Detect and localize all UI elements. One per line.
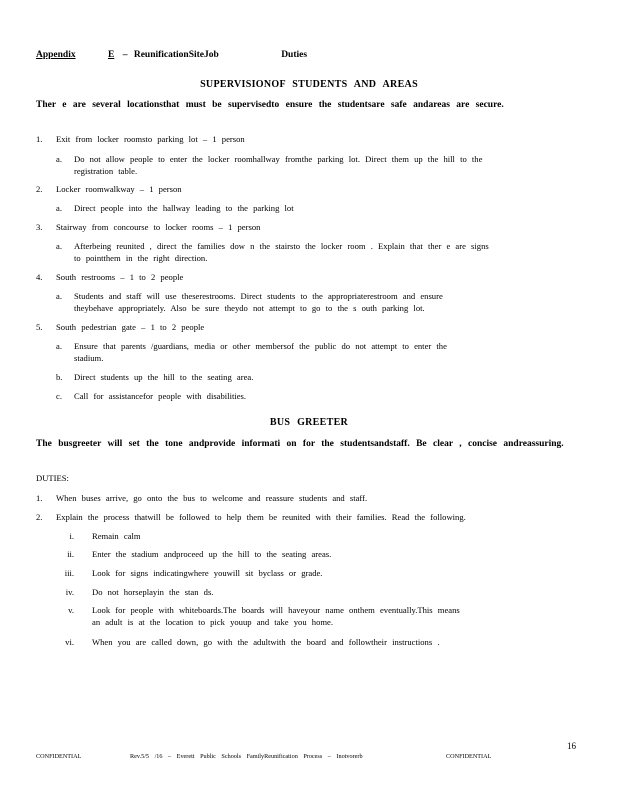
footer-center: Rev.5/5 /16 – Everett Public Schools FamilyReunification Process – Inotvorerb — [130, 753, 363, 760]
item-text: Exit from locker roomsto parking lot – 1 person — [56, 134, 245, 144]
item-number: 2. — [36, 512, 43, 522]
bus-greeter-intro: The busgreeter will set the tone andprovide informati on for the studentsandstaff. Be clear , concise andreassuring. — [36, 439, 564, 449]
subitem-letter: a. — [56, 154, 62, 164]
item-text: Stairway from concourse to locker rooms – 1 person — [56, 222, 261, 232]
subitem-text: Ensure that parents /guardians, media or other membersof the public do not attempt to enter the — [74, 341, 447, 351]
footer-left: CONFIDENTIAL — [36, 753, 82, 760]
subitem-letter: a. — [56, 341, 62, 351]
header-duties: Duties — [281, 50, 308, 60]
roman-numeral: v. — [68, 605, 74, 615]
subitem-text-cont: theybehave appropriately. Also be sure theydo not attempt to go to the s outh parking lot. — [74, 303, 425, 313]
subitem-text-cont: stadium. — [74, 353, 104, 363]
item-number: 3. — [36, 222, 43, 232]
item-number: 5. — [36, 322, 43, 332]
subitem-text: Direct people into the hallway leading to the parking lot — [74, 203, 294, 213]
appendix-label: Appendix — [36, 50, 76, 60]
roman-numeral: vi. — [65, 637, 74, 647]
roman-numeral: ii. — [67, 549, 74, 559]
item-text: Explain the process thatwill be followed to help them be reunited with their families. Read the following. — [56, 512, 466, 522]
roman-numeral: iv. — [65, 587, 74, 597]
subitem-text: Look for signs indicatingwhere youwill sit byclass or grade. — [92, 568, 323, 578]
subitem-letter: a. — [56, 241, 62, 251]
supervision-intro: Ther e are several locationsthat must be supervisedto ensure the studentsare safe andareas are secure. — [36, 100, 504, 110]
subitem-letter: a. — [56, 291, 62, 301]
footer-right: CONFIDENTIAL — [446, 753, 492, 760]
subitem-text-cont: to pointthem in the right direction. — [74, 253, 208, 263]
item-text: When buses arrive, go onto the bus to welcome and reassure students and staff. — [56, 493, 368, 503]
item-number: 2. — [36, 184, 43, 194]
item-number: 1. — [36, 493, 43, 503]
subitem-text: Call for assistancefor people with disabilities. — [74, 391, 247, 401]
subitem-letter: c. — [56, 391, 62, 401]
item-text: South restrooms – 1 to 2 people — [56, 272, 184, 282]
subitem-text-cont: registration table. — [74, 166, 138, 176]
subitem-text: Direct students up the hill to the seating area. — [74, 372, 254, 382]
item-text: Locker roomwalkway – 1 person — [56, 184, 182, 194]
roman-numeral: iii. — [64, 568, 74, 578]
subitem-text: Enter the stadium andproceed up the hill to the seating areas. — [92, 549, 332, 559]
subitem-text: Afterbeing reunited , direct the families dow n the stairsto the locker room . Explain that ther e are signs — [74, 241, 489, 251]
subitem-text: Remain calm — [92, 531, 141, 541]
header-title: ReunificationSiteJob — [133, 50, 219, 60]
duties-label: DUTIES: — [36, 473, 69, 483]
section-title-supervision: SUPERVISIONOF STUDENTS AND AREAS — [200, 79, 418, 90]
subitem-text: Do not allow people to enter the locker roomhallway fromthe parking lot. Direct them up the hill to the — [74, 154, 483, 164]
roman-numeral: i. — [69, 531, 74, 541]
appendix-header — [36, 50, 307, 60]
appendix-letter: E — [107, 50, 115, 60]
subitem-text: When you are called down, go with the adultwith the board and followtheir instructions . — [92, 637, 440, 647]
section-title-bus-greeter: BUS GREETER — [269, 417, 349, 428]
item-number: 4. — [36, 272, 43, 282]
subitem-letter: a. — [56, 203, 62, 213]
subitem-text-cont: an adult is at the location to pick youup and take you home. — [92, 617, 334, 627]
item-text: South pedestrian gate – 1 to 2 people — [56, 322, 205, 332]
item-number: 1. — [36, 134, 43, 144]
subitem-text: Students and staff will use theserestrooms. Direct students to the appropriaterestroom and ensure — [74, 291, 443, 301]
subitem-letter: b. — [56, 372, 63, 382]
subitem-text: Do not horseplayin the stan ds. — [92, 587, 214, 597]
page-number: 16 — [567, 741, 576, 751]
header-dash: – — [122, 50, 128, 60]
subitem-text: Look for people with whiteboards.The boards will haveyour name onthem eventually.This means — [92, 605, 460, 615]
